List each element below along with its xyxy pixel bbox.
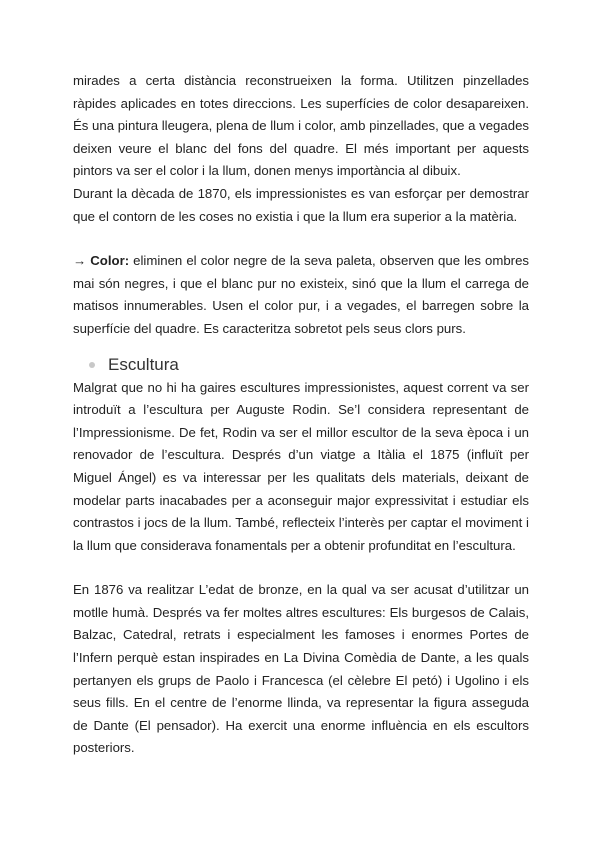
paragraph-rodin: Malgrat que no hi ha gaires escultures impressionistes, aquest corrent va ser introduït a l’escultura per Auguste Rodin. Se’l considera representant de l’Impressionisme. De fet, Rodin va ser el millor escultor de la seva època i un renovador de l’escultura. Després d’un viatge a Itàlia el 1875 (influït per Miguel Ángel) es va interessar per les qualitats dels materials, deixant de modelar parts inacabades per a aconseguir major expressivitat i estudiar els contrastos i jocs de la llum. També, reflecteix l’interès per captar el moviment i la llum que considerava fonamentals per a obtenir profunditat en l’escultura.: [73, 379, 529, 553]
paragraph-bronze-age: En 1876 va realitzar L’edat de bronze, en la qual va ser acusat d’utilitzar un motlle humà. Després va fer moltes altres escultures: Els burgesos de Calais, Balzac, Catedral, retrats i especialment les famoses i enormes Portes de l’Infern perquè estan inspirades en La Divina Comèdia de Dante, a les quals pertanyen els grups de Paolo i Francesca (el cèlebre El petó) i Ugolino i els seus fills. En el centre de l’enorme llinda, va representar la figura asseguda de Dante (El pensador). Ha exercit una enorme influència en els escultors posteriors.: [73, 582, 529, 756]
spacer: [73, 557, 529, 579]
color-text: eliminen el color negre de la seva paleta, observen que les ombres mai són negres, i que el blanc pur no existeix, sinó que la llum el carrega de matisos innumerables. Usen el color pur, i a vegades, el barregen sobre la superfície del quadre. Es caracteritza sobretot pels seus clors purs.: [73, 253, 530, 336]
paragraph-1870s: Durant la dècada de 1870, els impressionistes es van esforçar per demostrar que el contorn de les coses no existia i que la llum era superior a la matèria.: [73, 185, 529, 224]
bullet-icon: [89, 362, 95, 368]
spacer: [73, 228, 529, 250]
section-heading-row: [73, 353, 529, 377]
arrow-glyph: →: [73, 253, 91, 269]
paragraph-brushstrokes: mirades a certa distància reconstrueixen la forma. Utilitzen pinzellades ràpides aplicades en totes direccions. Les superfícies de color desapareixen. És una pintura lleugera, plena de llum i color, amb pinzellades, que a vegades deixen veure el blanc del fons del quadre. El més important per aquests pintors va ser el color i la llum, donen menys importància al dibuix.: [73, 73, 529, 179]
color-label: Color:: [90, 253, 130, 269]
section-heading: Escultura: [108, 354, 179, 374]
paragraph-color: [73, 250, 529, 340]
document-body: [73, 70, 529, 760]
